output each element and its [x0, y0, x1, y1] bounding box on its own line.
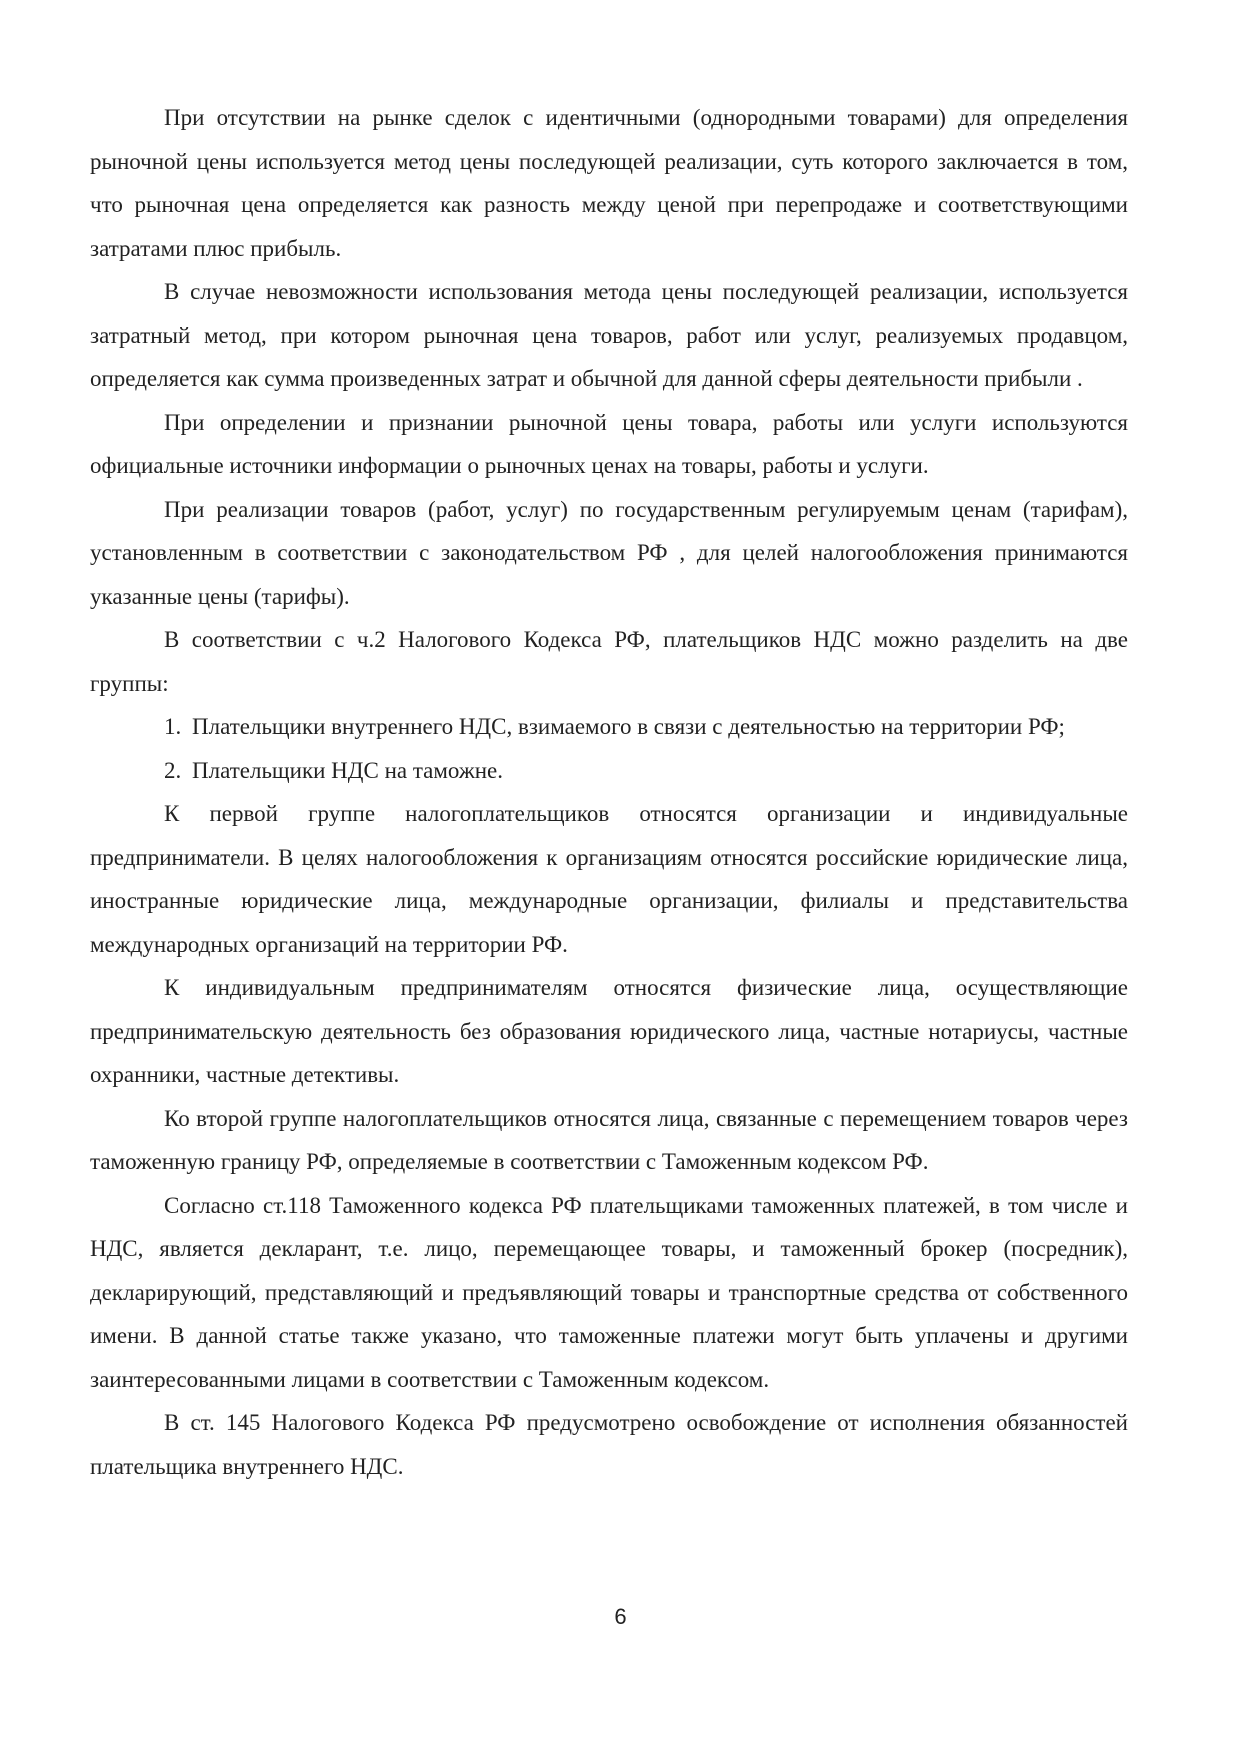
vat-payer-groups-list [90, 705, 1128, 792]
list-item-number: 1. [164, 714, 182, 739]
paragraph-regulated-prices: При реализации товаров (работ, услуг) по государственным регулируемым ценам (тарифам), установленным в соответствии с законодательством РФ , для целей налогообложения принимаются указанные цены (тарифы). [90, 496, 1128, 609]
document-body [90, 96, 1128, 1488]
list-item-text: Плательщики внутреннего НДС, взимаемого в связи с деятельностью на территории РФ; [192, 714, 1065, 739]
page-number: 6 [614, 1604, 627, 1629]
paragraph-first-group: К первой группе налогоплательщиков относятся организации и индивидуальные предприниматели. В целях налогообложения к организациям относятся российские юридические лица, иностранные юридические лица, международные организации, филиалы и представительства международных организаций на территории РФ. [90, 801, 1128, 957]
paragraph-official-sources: При определении и признании рыночной цены товара, работы или услуги используются официальные источники информации о рыночных ценах на товары, работы и услуги. [90, 409, 1128, 478]
list-item-text: Плательщики НДС на таможне. [192, 757, 504, 783]
paragraph-vat-payer-groups: В соответствии с ч.2 Налогового Кодекса РФ, плательщиков НДС можно разделить на две группы: [90, 627, 1128, 696]
list-item [90, 705, 1128, 749]
paragraph-individual-entrepreneurs: К индивидуальным предпринимателям относятся физические лица, осуществляющие предпринимательскую деятельность без образования юридического лица, частные нотариусы, частные охранники, частные детективы. [90, 975, 1128, 1087]
paragraph-second-group: Ко второй группе налогоплательщиков относятся лица, связанные с перемещением товаров через таможенную границу РФ, определяемые в соответствии с Таможенным кодексом РФ. [90, 1105, 1128, 1174]
paragraph-vat-exemption: В ст. 145 Налогового Кодекса РФ предусмотрено освобождение от исполнения обязанностей плательщика внутреннего НДС. [90, 1410, 1128, 1479]
list-item [90, 749, 1128, 793]
paragraph-customs-code-article: Согласно ст.118 Таможенного кодекса РФ плательщиками таможенных платежей, в том числе и НДС, является декларант, т.е. лицо, перемещающее товары, и таможенный брокер (посредник), декларирующий, представляющий и предъявляющий товары и транспортные средства от собственного имени. В данной статье также указано, что таможенные платежи могут быть уплачены и другими заинтересованными лицами в соответствии с Таможенным кодексом. [90, 1192, 1128, 1392]
list-item-number: 2. [164, 757, 182, 783]
paragraph-cost-method: В случае невозможности использования метода цены последующей реализации, используется затратный метод, при котором рыночная цена товаров, работ или услуг, реализуемых продавцом, определяется как сумма произведенных затрат и обычной для данной сферы деятельности прибыли . [90, 279, 1128, 391]
paragraph-resale-price-method: При отсутствии на рынке сделок с идентичными (однородными товарами) для определения рыночной цены используется метод цены последующей реализации, суть которого заключается в том, что рыночная цена определяется как разность между ценой при перепродаже и соответствующими затратами плюс прибыль. [90, 105, 1128, 261]
